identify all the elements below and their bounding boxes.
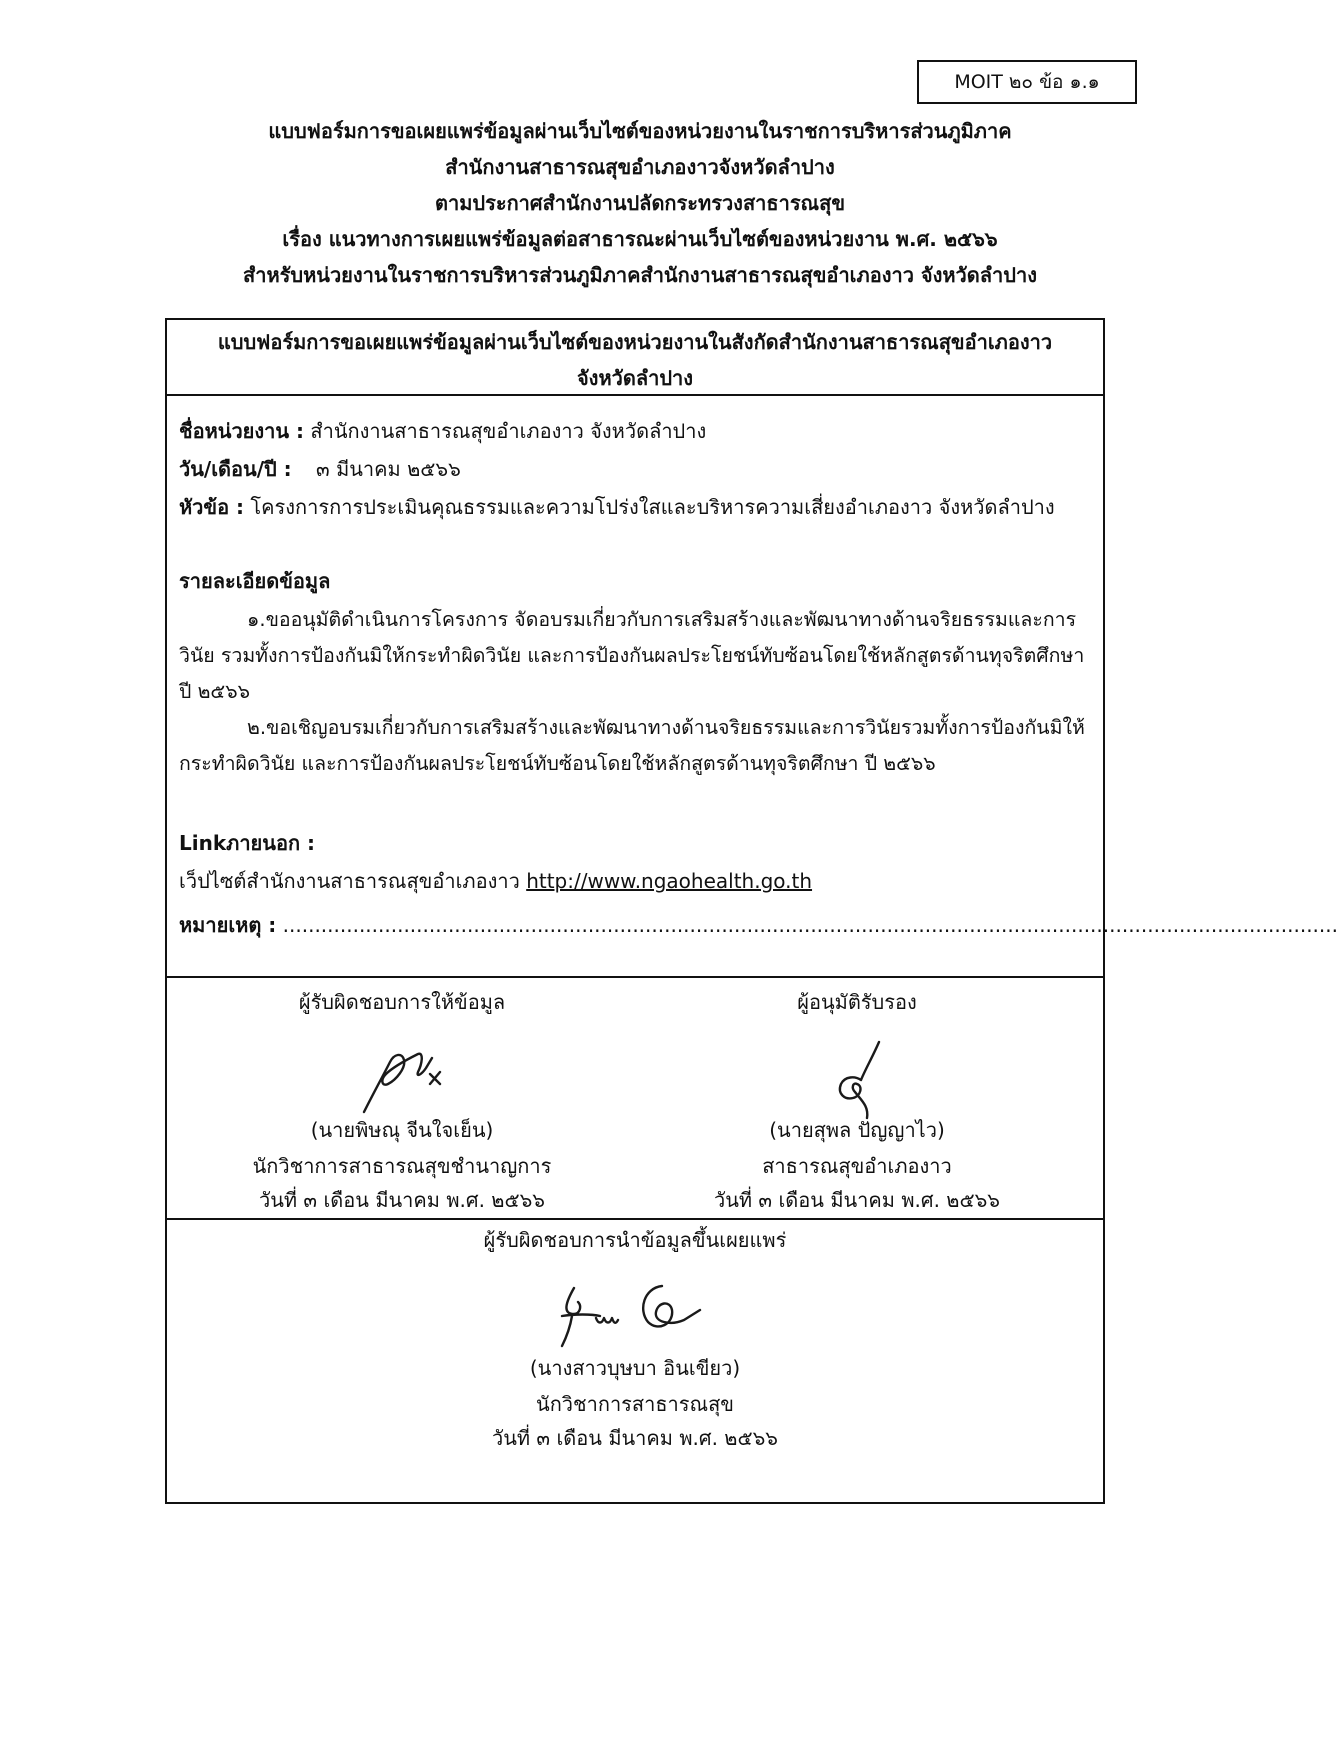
heading-line-3: ตามประกาศสำนักงานปลัดกระทรวงสาธารณสุข <box>434 191 845 215</box>
link-heading <box>179 828 315 858</box>
form-title <box>167 320 1103 396</box>
link-line <box>179 866 812 896</box>
details-item-1: ๑.ขออนุมัติดำเนินการโครงการ จัดอบรมเกี่ยวกับการเสริมสร้างและพัฒนาทางด้านจริยธรรมและการวินัย รวมทั้งการป้องกันมิให้กระทำผิดวินัย และการป้องกันผลประโยชน์ทับซ้อนโดยใช้หลักสูตรด้านทุจริตศึกษา ปี ๒๕๖๖ <box>179 608 1085 703</box>
details-heading <box>179 566 330 596</box>
approver-position: สาธารณสุขอำเภองาว <box>762 1154 952 1178</box>
publisher-date: วันที่ ๓ เดือน มีนาคม พ.ศ. ๒๕๖๖ <box>491 1426 778 1450</box>
publisher-name: (นางสาวบุษบา อินเขียว) <box>529 1356 741 1380</box>
details-item-2: ๒.ขอเชิญอบรมเกี่ยวกับการเสริมสร้างและพัฒนาทางด้านจริยธรรมและการวินัยรวมทั้งการป้องกันมิให้กระทำผิดวินัย และการป้องกันผลประโยชน์ทับซ้อนโดยใช้หลักสูตรด้านทุจริตศึกษา ปี ๒๕๖๖ <box>179 716 1085 775</box>
heading-line-5: สำหรับหน่วยงานในราชการบริหารส่วนภูมิภาคสำนักงานสาธารณสุขอำเภองาว จังหวัดลำปาง <box>243 263 1037 287</box>
topic-value: โครงการการประเมินคุณธรรมและความโปร่งใสและบริหารความเสี่ยงอำเภองาว จังหวัดลำปาง <box>250 495 1055 519</box>
divider <box>167 394 1103 396</box>
form-title-line-2: จังหวัดลำปาง <box>576 366 694 390</box>
provider-signature <box>352 1040 462 1120</box>
date-value: ๓ มีนาคม ๒๕๖๖ <box>316 457 461 481</box>
approver-date: วันที่ ๓ เดือน มีนาคม พ.ศ. ๒๕๖๖ <box>713 1188 1000 1212</box>
topic-field <box>179 492 1055 522</box>
details-label: รายละเอียดข้อมูล <box>179 569 331 593</box>
publisher-role: ผู้รับผิดชอบการนำข้อมูลขึ้นเผยแพร่ <box>483 1228 787 1252</box>
provider-position: นักวิชาการสาธารณสุขชำนาญการ <box>252 1154 552 1178</box>
remark-line <box>179 910 1338 940</box>
link-label: Linkภายนอก : <box>179 831 316 855</box>
topic-label: หัวข้อ : <box>179 495 245 519</box>
heading-line-1: แบบฟอร์มการขอเผยแพร่ข้อมูลผ่านเว็บไซต์ของหน่วยงานในราชการบริหารส่วนภูมิภาค <box>268 119 1012 143</box>
provider-date: วันที่ ๓ เดือน มีนาคม พ.ศ. ๒๕๖๖ <box>258 1188 545 1212</box>
date-label: วัน/เดือน/ปี : <box>179 457 292 481</box>
divider <box>167 1218 1103 1220</box>
remark-label: หมายเหตุ : <box>179 913 277 937</box>
unit-value: สำนักงานสาธารณสุขอำเภองาว จังหวัดลำปาง <box>310 419 707 443</box>
approver-name: (นายสุพล ปัญญาไว) <box>769 1118 945 1142</box>
date-field <box>179 454 461 484</box>
form-frame <box>165 318 1338 1504</box>
heading-line-2: สำนักงานสาธารณสุขอำเภองาวจังหวัดลำปาง <box>445 155 835 179</box>
document-code-box <box>917 60 1137 104</box>
provider-name: (นายพิษณุ จีนใจเย็น) <box>310 1118 494 1142</box>
publisher-position: นักวิชาการสาธารณสุข <box>536 1392 734 1416</box>
link-prefix: เว็ปไซต์สำนักงานสาธารณสุขอำเภองาว <box>179 869 520 893</box>
publisher-signature <box>552 1280 712 1350</box>
heading-line-4: เรื่อง แนวทางการเผยแพร่ข้อมูลต่อสาธารณะผ่านเว็บไซต์ของหน่วยงาน พ.ศ. ๒๕๖๖ <box>282 227 998 251</box>
unit-field <box>179 416 706 446</box>
remark-value: ...................................................................................................................................................................... <box>282 913 1338 937</box>
form-title-line-1: แบบฟอร์มการขอเผยแพร่ข้อมูลผ่านเว็บไซต์ของหน่วยงานในสังกัดสำนักงานสาธารณสุขอำเภองาว <box>217 330 1053 354</box>
provider-role: ผู้รับผิดชอบการให้ข้อมูล <box>298 990 506 1014</box>
approver-role: ผู้อนุมัติรับรอง <box>797 990 917 1014</box>
divider <box>167 976 1103 978</box>
website-link[interactable]: http://www.ngaohealth.go.th <box>526 869 813 893</box>
unit-label: ชื่อหน่วยงาน : <box>179 419 305 443</box>
document-code: MOIT ๒๐ ข้อ ๑.๑ <box>954 71 1100 93</box>
